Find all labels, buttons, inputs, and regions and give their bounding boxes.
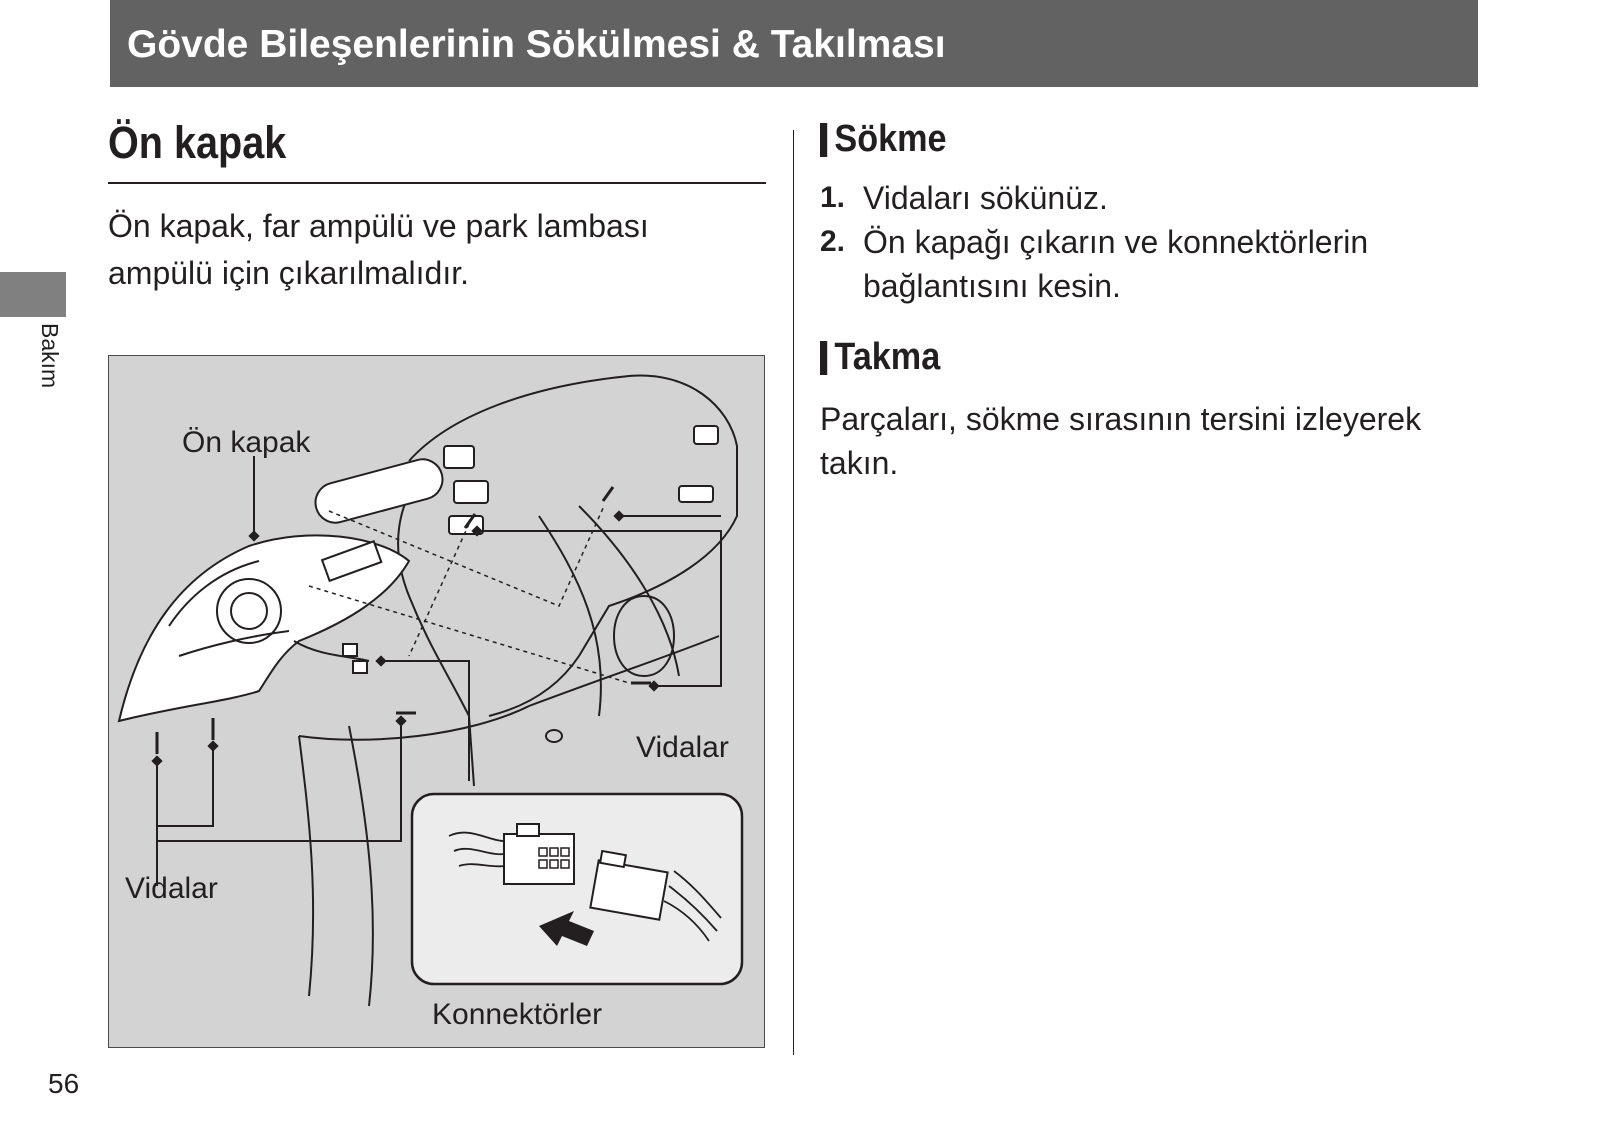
removal-steps: [820, 176, 1480, 308]
heading-bar-marker: [820, 123, 827, 157]
installation-heading: [820, 336, 940, 379]
leader-screws-left: [157, 721, 401, 886]
side-thumb-tab: [0, 272, 66, 317]
step-text: Ön kapağı çıkarın ve konnektörlerin bağlantısını kesin.: [863, 224, 1369, 304]
removal-step: [820, 176, 1480, 220]
front-cover-illustration: [108, 355, 765, 1048]
step-number: 2.: [820, 225, 846, 258]
side-tab-label: Bakım: [37, 323, 63, 389]
page-number: 56: [48, 1068, 80, 1099]
label-connectors: Konnektörler: [432, 998, 603, 1031]
installation-paragraph: Parçaları, sökme sırasının tersini izleyerek takın.: [820, 401, 1422, 481]
handlebar-outline: [409, 376, 737, 716]
leader-connectors-top: [381, 661, 469, 781]
step-number: 1.: [820, 181, 846, 214]
frame-curve: [539, 516, 601, 716]
label-screws-left: Vidalar: [125, 872, 218, 905]
chapter-header-bar: [110, 0, 1478, 87]
leg-shield-right: [349, 726, 373, 1006]
connector-inset: [412, 794, 742, 984]
installation-heading-text: Takma: [834, 336, 941, 378]
chapter-title: Gövde Bileşenlerinin Sökülmesi & Takılması: [127, 23, 946, 66]
leg-shield-left: [299, 736, 313, 996]
removal-heading: [820, 118, 947, 161]
section-title: Ön kapak: [108, 117, 287, 168]
intro-paragraph: Ön kapak, far ampülü ve park lambası ampülü için çıkarılmalıdır.: [108, 208, 649, 291]
title-underline: [108, 182, 766, 184]
column-divider: [793, 130, 794, 1055]
step-text: Vidaları sökünüz.: [863, 180, 1108, 216]
removal-step: [820, 220, 1480, 308]
heading-bar-marker: [820, 341, 827, 375]
removal-heading-text: Sökme: [834, 118, 947, 160]
label-screws-right: Vidalar: [636, 731, 729, 764]
left-grip: [311, 455, 447, 527]
label-front-cover: Ön kapak: [182, 426, 311, 459]
